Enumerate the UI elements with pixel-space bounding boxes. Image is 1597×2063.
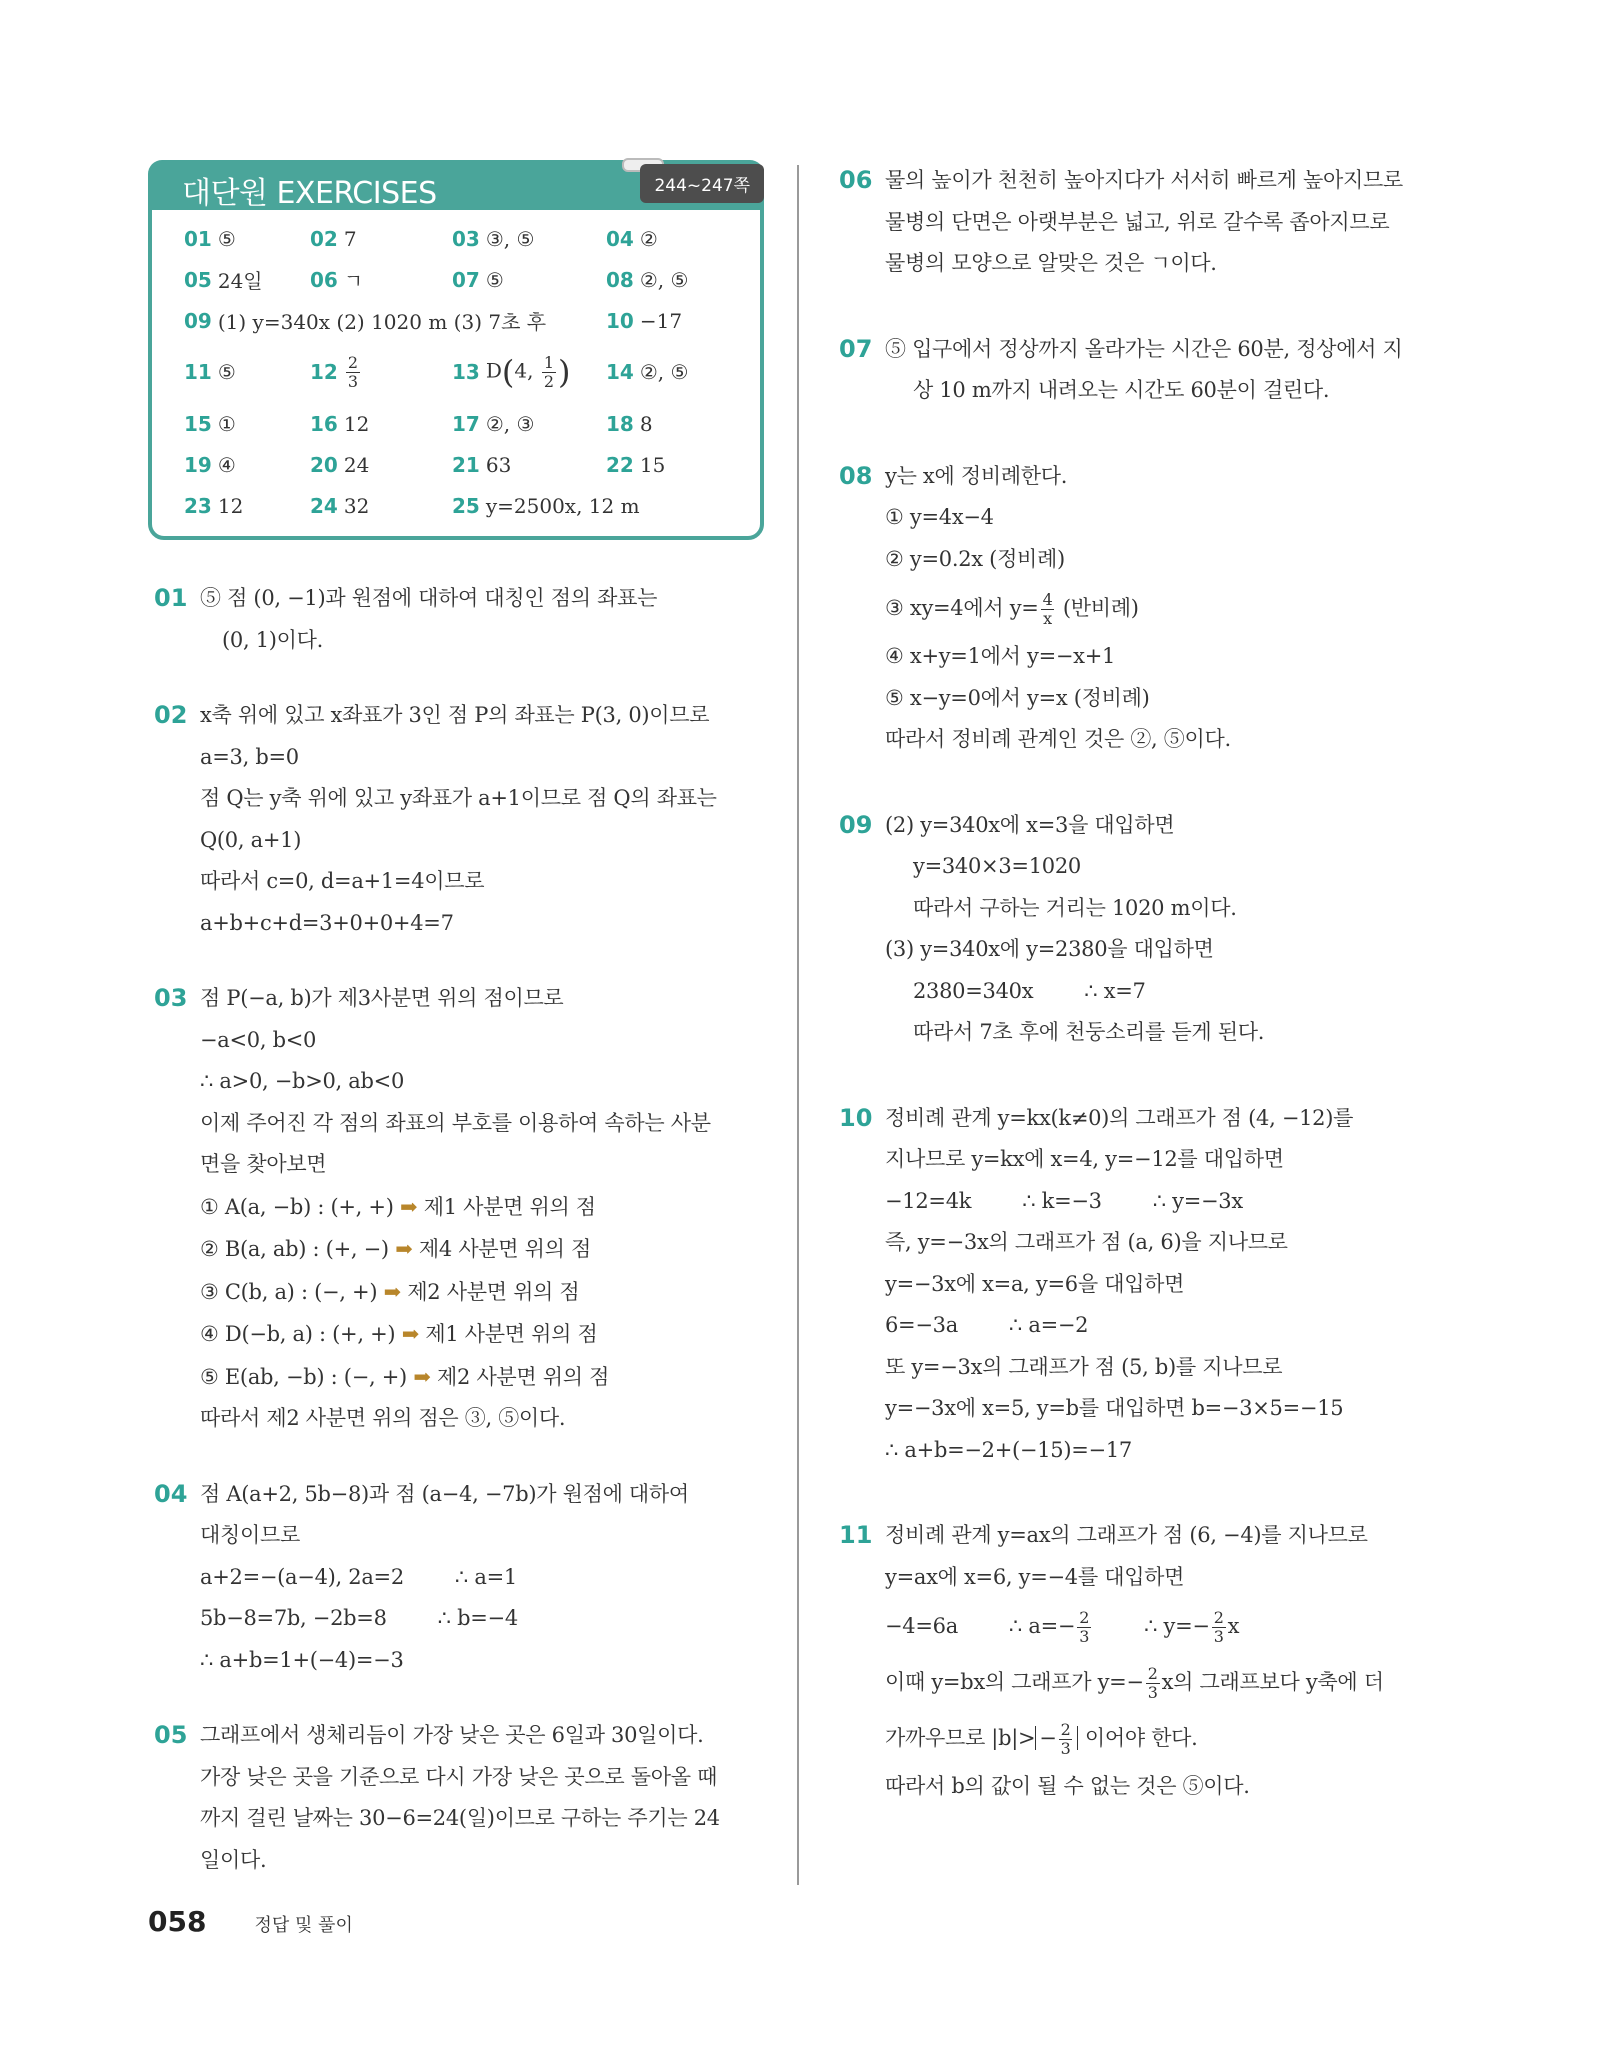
exercises-box <box>148 160 764 540</box>
arrow-icon: ➡ <box>401 1321 419 1346</box>
exercises-title: 대단원 EXERCISES <box>182 176 437 211</box>
answer-item: 04 ② <box>606 226 658 251</box>
answer-item: 24 32 <box>310 493 370 518</box>
quadrant-item: ① A(a, −b) : (+, +) ➡ 제1 사분면 위의 점 <box>200 1193 596 1219</box>
quadrant-item: ② B(a, ab) : (+, −) ➡ 제4 사분면 위의 점 <box>200 1236 591 1261</box>
answer-item: 13 D(4, $\frac{1}{2}$ ) <box>452 352 571 391</box>
answer-item: 05 24일 <box>184 267 263 293</box>
solution-06: 06 물의 높이가 천천히 높아지다가 서서히 빠르게 높아지므로 물병의 단면은 아랫부분은 넓고, 위로 갈수록 좁아지므로 물병의 모양으로 알맞은 것은 ㄱ이다. <box>839 166 1403 275</box>
answer-item: 06 ㄱ <box>310 267 364 293</box>
answer-row <box>184 403 760 444</box>
answer-row <box>184 485 760 526</box>
answer-item: 03 ③, ⑤ <box>452 226 535 251</box>
fraction-2-over-3: $\frac{2}{3}$ <box>1147 1664 1158 1702</box>
left-column <box>148 160 768 1915</box>
solution-08: 08 y는 x에 정비례한다. ① y=4x−4 ② y=0.2x (정비례) ③ xy=4에서 y= $\frac{4}{x}$ (반비례) ④ x+y=1에서 y=−x+1 ⑤ x−y=0에서 y=x (정비례) 따라서 정비례 관계인 것은 ②, ⑤이다. <box>839 461 1231 751</box>
answer-12-fraction: $\frac{2}{3}$ <box>347 352 359 391</box>
quadrant-item: ③ C(b, a) : (−, +) ➡ 제2 사분면 위의 점 <box>200 1278 580 1304</box>
page-number: 058 <box>148 1905 207 1938</box>
right-column <box>833 160 1448 1842</box>
answer-item: 08 ②, ⑤ <box>606 267 689 292</box>
answer-item: 20 24 <box>310 452 370 477</box>
arrow-icon: ➡ <box>413 1363 431 1389</box>
section-label: 정답 및 풀이 <box>254 1915 353 1936</box>
absolute-value: − $\frac{2}{3}$ <box>1035 1726 1078 1750</box>
solution-10: 10 정비례 관계 y=kx(k≠0)의 그래프가 점 (4, −12)를 지나므로 y=kx에 x=4, y=−12를 대입하면 −12=4k ∴ k=−3 ∴ y=−3x 즉, y=−3x의 그래프가 점 (a, 6)을 지나므로 y=−3x에 x=a, y=6을 대입하면 6=−3a ∴ a=−2 또 y=−3x의 그래프가 점 (5, b)를 지나므로 y=−3x에 x=5, y=b를 대입하면 b=−3×5=−15 ∴ a+b=−2+(−15)=−17 <box>839 1103 1354 1462</box>
answer-row <box>184 218 760 259</box>
answer-item: 10 −17 <box>606 308 683 333</box>
column-divider <box>797 165 799 1885</box>
answer-item: 19 ④ <box>184 452 236 477</box>
page-footer <box>148 1905 353 1938</box>
fraction-4-over-x: $\frac{4}{x}$ <box>1042 590 1053 628</box>
answer-item: 22 15 <box>606 452 666 477</box>
quadrant-item: ④ D(−b, a) : (+, +) ➡ 제1 사분면 위의 점 <box>200 1321 598 1346</box>
fraction-2-over-3: $\frac{2}{3}$ <box>1213 1608 1224 1646</box>
answer-row <box>184 341 760 403</box>
answer-item: 15 ① <box>184 411 236 436</box>
answer-item: 09 (1) y=340x (2) 1020 m (3) 7초 후 <box>184 308 547 334</box>
answer-grid <box>148 206 764 540</box>
arrow-icon: ➡ <box>383 1278 401 1304</box>
answer-row <box>184 444 760 485</box>
exercises-header <box>148 160 764 210</box>
answer-item: 23 12 <box>184 493 244 518</box>
answer-item: 07 ⑤ <box>452 267 504 292</box>
fraction-2-over-3: $\frac{2}{3}$ <box>1079 1608 1090 1646</box>
solution-09: 09 (2) y=340x에 x=3을 대입하면 y=340×3=1020 따라서 구하는 거리는 1020 m이다. (3) y=340x에 y=2380을 대입하면 2380=340x ∴ x=7 따라서 7초 후에 천둥소리를 듣게 된다. <box>839 810 1265 1044</box>
answer-item: 14 ②, ⑤ <box>606 360 689 384</box>
arrow-icon: ➡ <box>400 1193 418 1219</box>
solution-11: 11 정비례 관계 y=ax의 그래프가 점 (6, −4)를 지나므로 y=ax에 x=6, y=−4를 대입하면 −4=6a ∴ a=− $\frac{2}{3}$ ∴ y=− $\frac{2}{3}$ x 이때 y=bx의 그래프가 y=− $\frac{2}{3}$ x의 그래프보다 y축에 더 가까우므로 |b|> − $\frac{2}{3}$ 이어야 한다. 따라서 b의 값이 될 수 없는 것은 ⑤이다. <box>839 1521 1384 1798</box>
solution-04: 04 점 A(a+2, 5b−8)과 점 (a−4, −7b)가 원점에 대하여 대칭이므로 a+2=−(a−4), 2a=2 ∴ a=1 5b−8=7b, −2b=8 ∴ b=−4 ∴ a+b=1+(−4)=−3 <box>154 1479 689 1672</box>
answer-item: 12 $\frac{2}{3}$ <box>310 354 452 391</box>
page-range-badge: 244~247쪽 <box>640 164 764 203</box>
answer-item: 21 63 <box>452 452 512 477</box>
arrow-icon: ➡ <box>395 1236 413 1261</box>
answer-row <box>184 259 760 300</box>
answer-item: 18 8 <box>606 411 653 436</box>
solution-07: 07 ⑤ 입구에서 정상까지 올라가는 시간은 60분, 정상에서 지 상 10 m까지 내려오는 시간도 60분이 걸린다. <box>839 334 1403 402</box>
solution-05: 05 그래프에서 생체리듬이 가장 낮은 곳은 6일과 30일이다. 가장 낮은 곳을 기준으로 다시 가장 낮은 곳으로 돌아올 때 까지 걸린 날짜는 30−6=24(일)이므로 구하는 주기는 24 일이다. <box>154 1721 720 1872</box>
answer-item: 02 7 <box>310 226 357 251</box>
solution-02: 02 x축 위에 있고 x좌표가 3인 점 P의 좌표는 P(3, 0)이므로 a=3, b=0 점 Q는 y축 위에 있고 y좌표가 a+1이므로 점 Q의 좌표는 Q(0, a+1) 따라서 c=0, d=a+1=4이므로 a+b+c+d=3+0+0+4=7 <box>154 701 717 935</box>
solution-03: 03 점 P(−a, b)가 제3사분면 위의 점이므로 −a<0, b<0 ∴ a>0, −b>0, ab<0 이제 주어진 각 점의 좌표의 부호를 이용하여 속하는 사분 면을 찾아보면 ① A(a, −b) : (+, +) ➡ 제1 사분면 위의 점 ② B(a, ab) : (+, −) ➡ 제4 사분면 위의 점 ③ C(b, a) : (−, +) ➡ 제2 사분면 위의 점 ④ D(−b, a) : (+, +) ➡ 제1 사분면 위의 점 ⑤ E(ab, −b) : (−, +) ➡ 제2 사분면 위의 점 따라서 제2 사분면 위의 점은 ③, ⑤이다. <box>148 978 768 1440</box>
answer-13-point: D(4, $\frac{1}{2}$ ) <box>485 352 571 391</box>
answer-item: 01 ⑤ <box>184 226 236 251</box>
solution-01: 01 ⑤ 점 (0, −1)과 원점에 대하여 대칭인 점의 좌표는 (0, 1)이다. <box>154 584 658 652</box>
answer-row <box>184 300 760 341</box>
answer-item: 25 y=2500x, 12 m <box>452 493 640 518</box>
answer-item: 11 ⑤ <box>184 360 236 384</box>
fraction-2-over-3: $\frac{2}{3}$ <box>1060 1720 1071 1758</box>
answer-item: 16 12 <box>310 411 370 436</box>
quadrant-item: ⑤ E(ab, −b) : (−, +) ➡ 제2 사분면 위의 점 <box>200 1363 610 1389</box>
answer-item: 17 ②, ③ <box>452 411 535 436</box>
